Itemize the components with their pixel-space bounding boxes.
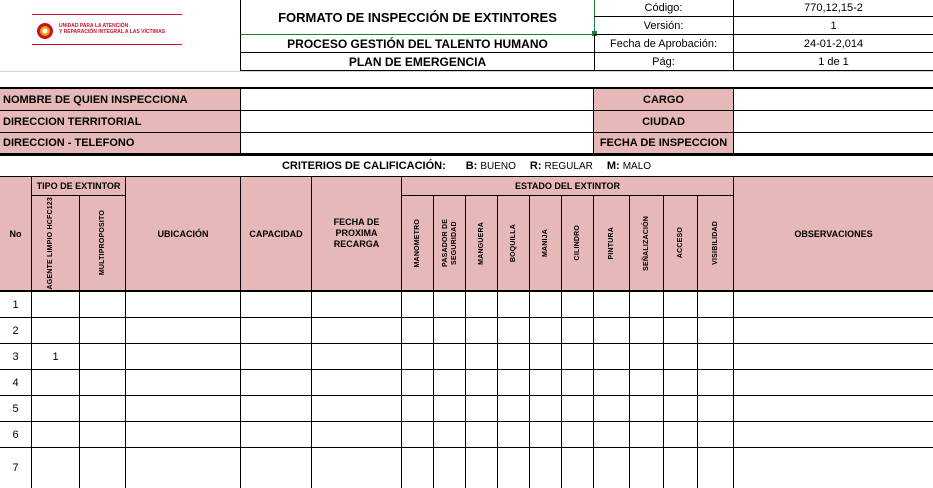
row-number: 5 bbox=[0, 396, 32, 422]
table-cell[interactable] bbox=[241, 396, 312, 422]
table-cell[interactable] bbox=[312, 396, 402, 422]
observations-header: OBSERVACIONES bbox=[794, 228, 873, 239]
table-cell[interactable] bbox=[530, 344, 562, 370]
capacity-header: CAPACIDAD bbox=[241, 177, 312, 290]
table-cell[interactable] bbox=[562, 370, 594, 396]
table-cell[interactable] bbox=[434, 318, 466, 344]
table-cell[interactable] bbox=[698, 396, 734, 422]
col-no-header: No bbox=[0, 177, 32, 290]
type-a-cell[interactable] bbox=[32, 448, 80, 488]
row-number: 6 bbox=[0, 422, 32, 448]
form-title: FORMATO DE INSPECCIÓN DE EXTINTORES bbox=[240, 0, 595, 35]
address-label: DIRECCION - TELEFONO bbox=[0, 133, 241, 154]
table-cell[interactable] bbox=[630, 422, 664, 448]
table-cell[interactable] bbox=[498, 344, 530, 370]
table-cell[interactable] bbox=[530, 448, 562, 488]
table-cell[interactable] bbox=[466, 396, 498, 422]
state-col-header: ACCESO bbox=[664, 196, 698, 290]
inspector-label: NOMBRE DE QUIEN INSPECCIONA bbox=[0, 89, 241, 111]
row-number: 4 bbox=[0, 370, 32, 396]
table-cell[interactable] bbox=[630, 344, 664, 370]
table-cell[interactable] bbox=[241, 422, 312, 448]
criteria-regular: REGULAR bbox=[544, 160, 593, 172]
table-cell[interactable] bbox=[594, 292, 630, 318]
logo-text-1: UNIDAD PARA LA ATENCIÓN bbox=[59, 23, 129, 29]
table-cell[interactable] bbox=[434, 370, 466, 396]
table-cell[interactable] bbox=[498, 370, 530, 396]
table-cell[interactable] bbox=[698, 370, 734, 396]
table-cell[interactable] bbox=[630, 292, 664, 318]
type-a-cell[interactable] bbox=[32, 396, 80, 422]
criteria-label: CRITERIOS DE CALIFICACIÓN: bbox=[281, 160, 446, 172]
table-cell[interactable] bbox=[498, 448, 530, 488]
table-cell[interactable] bbox=[734, 422, 933, 448]
table-cell[interactable] bbox=[402, 292, 434, 318]
table-cell[interactable] bbox=[594, 344, 630, 370]
table-cell[interactable] bbox=[466, 292, 498, 318]
table-cell[interactable] bbox=[312, 344, 402, 370]
table-cell[interactable] bbox=[664, 370, 698, 396]
table-cell[interactable] bbox=[241, 292, 312, 318]
table-cell[interactable] bbox=[498, 422, 530, 448]
table-cell[interactable] bbox=[312, 370, 402, 396]
table-cell[interactable] bbox=[664, 318, 698, 344]
table-cell[interactable] bbox=[498, 318, 530, 344]
table-cell[interactable] bbox=[698, 344, 734, 370]
table-cell[interactable] bbox=[241, 318, 312, 344]
table-cell[interactable] bbox=[530, 318, 562, 344]
coat-of-arms-icon bbox=[36, 20, 54, 42]
table-cell[interactable] bbox=[698, 318, 734, 344]
table-cell[interactable] bbox=[126, 344, 241, 370]
table-cell[interactable] bbox=[80, 448, 126, 488]
table-cell[interactable] bbox=[402, 422, 434, 448]
table-cell[interactable] bbox=[434, 344, 466, 370]
table-cell[interactable] bbox=[402, 370, 434, 396]
type-group-header: TIPO DE EXTINTOR bbox=[32, 177, 126, 196]
table-cell[interactable] bbox=[126, 370, 241, 396]
state-col-header: BOQUILLA bbox=[498, 196, 530, 290]
table-cell[interactable] bbox=[630, 370, 664, 396]
address-field[interactable] bbox=[241, 133, 594, 154]
territorial-label: DIRECCION TERRITORIAL bbox=[0, 111, 241, 133]
row-number: 7 bbox=[0, 448, 32, 488]
table-cell[interactable] bbox=[664, 422, 698, 448]
table-cell[interactable] bbox=[466, 448, 498, 488]
state-col-header: PINTURA bbox=[594, 196, 630, 290]
type-a-cell[interactable] bbox=[32, 318, 80, 344]
table-cell[interactable] bbox=[664, 396, 698, 422]
table-cell[interactable] bbox=[734, 370, 933, 396]
table-cell[interactable] bbox=[312, 422, 402, 448]
table-cell[interactable] bbox=[698, 448, 734, 488]
next-recharge-header: FECHA DE PROXIMA RECARGA bbox=[312, 177, 402, 290]
table-cell[interactable] bbox=[312, 318, 402, 344]
table-cell[interactable] bbox=[562, 344, 594, 370]
table-cell[interactable] bbox=[126, 422, 241, 448]
table-cell[interactable] bbox=[126, 396, 241, 422]
table-cell[interactable] bbox=[734, 344, 933, 370]
table-cell[interactable] bbox=[402, 448, 434, 488]
table-cell[interactable] bbox=[698, 422, 734, 448]
type-a-cell[interactable] bbox=[32, 422, 80, 448]
location-header: UBICACIÓN bbox=[126, 177, 241, 290]
table-cell[interactable] bbox=[126, 448, 241, 488]
table-cell[interactable] bbox=[241, 448, 312, 488]
state-col-header: MANGUERA bbox=[466, 196, 498, 290]
table-cell[interactable] bbox=[402, 344, 434, 370]
position-label: CARGO bbox=[594, 89, 734, 111]
table-cell[interactable] bbox=[126, 292, 241, 318]
state-col-header: PASADOR DE SEGURIDAD bbox=[434, 196, 466, 290]
table-cell[interactable] bbox=[562, 448, 594, 488]
meta-label-page: Pág: bbox=[594, 53, 734, 71]
table-cell[interactable] bbox=[80, 318, 126, 344]
table-cell[interactable] bbox=[312, 292, 402, 318]
type-a-cell[interactable] bbox=[32, 370, 80, 396]
table-cell[interactable] bbox=[734, 448, 933, 488]
table-cell[interactable] bbox=[402, 396, 434, 422]
criteria-good: BUENO bbox=[480, 160, 516, 172]
meta-value-page: 1 de 1 bbox=[734, 53, 933, 71]
type-b-header: MULTIPROPOSITO bbox=[80, 196, 126, 290]
table-cell[interactable] bbox=[630, 396, 664, 422]
table-cell[interactable] bbox=[498, 396, 530, 422]
table-cell[interactable] bbox=[80, 396, 126, 422]
table-cell[interactable] bbox=[466, 370, 498, 396]
inspector-field[interactable] bbox=[241, 89, 594, 111]
table-cell[interactable] bbox=[594, 448, 630, 488]
row-number: 1 bbox=[0, 292, 32, 318]
table-cell[interactable] bbox=[80, 370, 126, 396]
table-cell[interactable] bbox=[630, 448, 664, 488]
logo-cell bbox=[0, 0, 241, 71]
table-cell[interactable] bbox=[630, 318, 664, 344]
logo bbox=[32, 14, 182, 46]
criteria-bad-code: M: bbox=[606, 160, 620, 172]
table-cell[interactable] bbox=[434, 396, 466, 422]
table-cell[interactable] bbox=[80, 422, 126, 448]
table-cell[interactable] bbox=[562, 396, 594, 422]
criteria-row bbox=[0, 156, 933, 177]
table-cell[interactable] bbox=[434, 422, 466, 448]
table-cell[interactable] bbox=[594, 396, 630, 422]
table-cell[interactable] bbox=[664, 344, 698, 370]
table-cell[interactable] bbox=[498, 292, 530, 318]
city-field[interactable] bbox=[734, 111, 933, 133]
type-a-cell[interactable]: 1 bbox=[32, 344, 80, 370]
table-cell[interactable] bbox=[562, 292, 594, 318]
table-cell[interactable] bbox=[594, 318, 630, 344]
meta-value-code: 770,12,15-2 bbox=[734, 0, 933, 17]
row-number: 2 bbox=[0, 318, 32, 344]
plan-title: PLAN DE EMERGENCIA bbox=[240, 53, 595, 71]
table-cell[interactable] bbox=[530, 370, 562, 396]
position-field[interactable] bbox=[734, 89, 933, 111]
logo-text-2: Y REPARACIÓN INTEGRAL A LAS VÍCTIMAS bbox=[59, 29, 166, 35]
process-title: PROCESO GESTIÓN DEL TALENTO HUMANO bbox=[240, 35, 595, 53]
table-cell[interactable] bbox=[734, 318, 933, 344]
table-cell[interactable] bbox=[734, 292, 933, 318]
territorial-field[interactable] bbox=[241, 111, 594, 133]
table-cell[interactable] bbox=[466, 318, 498, 344]
table-cell[interactable] bbox=[312, 448, 402, 488]
state-col-header: SEÑALIZACIÓN bbox=[630, 196, 664, 290]
state-col-header: MANOMETRO bbox=[402, 196, 434, 290]
table-cell[interactable] bbox=[80, 292, 126, 318]
state-col-header: CILINDRO bbox=[562, 196, 594, 290]
city-label: CIUDAD bbox=[594, 111, 734, 133]
row-number: 3 bbox=[0, 344, 32, 370]
table-cell[interactable] bbox=[594, 370, 630, 396]
state-group-header: ESTADO DEL EXTINTOR bbox=[402, 177, 734, 196]
criteria-bad: MALO bbox=[622, 160, 652, 172]
table-cell[interactable] bbox=[594, 422, 630, 448]
table-cell[interactable] bbox=[434, 292, 466, 318]
state-col-header: VISIBILIDAD bbox=[698, 196, 734, 290]
table-cell[interactable] bbox=[664, 448, 698, 488]
criteria-regular-code: R: bbox=[529, 160, 542, 172]
state-col-header: MANIJA bbox=[530, 196, 562, 290]
meta-label-approval: Fecha de Aprobación: bbox=[594, 35, 734, 53]
table-cell[interactable] bbox=[434, 448, 466, 488]
table-cell[interactable] bbox=[530, 422, 562, 448]
table-cell[interactable] bbox=[126, 318, 241, 344]
meta-value-version: 1 bbox=[734, 17, 933, 35]
table-cell[interactable] bbox=[562, 422, 594, 448]
table-cell[interactable] bbox=[241, 344, 312, 370]
table-cell[interactable] bbox=[664, 292, 698, 318]
table-cell[interactable] bbox=[241, 370, 312, 396]
meta-label-version: Versión: bbox=[594, 17, 734, 35]
date-label: FECHA DE INSPECCION bbox=[594, 133, 734, 154]
date-field[interactable] bbox=[734, 133, 933, 154]
meta-value-approval: 24-01-2,014 bbox=[734, 35, 933, 53]
table-cell[interactable] bbox=[402, 318, 434, 344]
table-cell[interactable] bbox=[466, 344, 498, 370]
type-a-cell[interactable] bbox=[32, 292, 80, 318]
table-cell[interactable] bbox=[562, 318, 594, 344]
table-cell[interactable] bbox=[734, 396, 933, 422]
table-cell[interactable] bbox=[530, 292, 562, 318]
table-cell[interactable] bbox=[698, 292, 734, 318]
table-cell[interactable] bbox=[530, 396, 562, 422]
criteria-good-code: B: bbox=[465, 160, 478, 172]
type-a-header: AGENTE LIMPIO HCFC123 bbox=[32, 196, 80, 290]
table-cell[interactable] bbox=[80, 344, 126, 370]
meta-label-code: Código: bbox=[594, 0, 734, 17]
table-cell[interactable] bbox=[466, 422, 498, 448]
